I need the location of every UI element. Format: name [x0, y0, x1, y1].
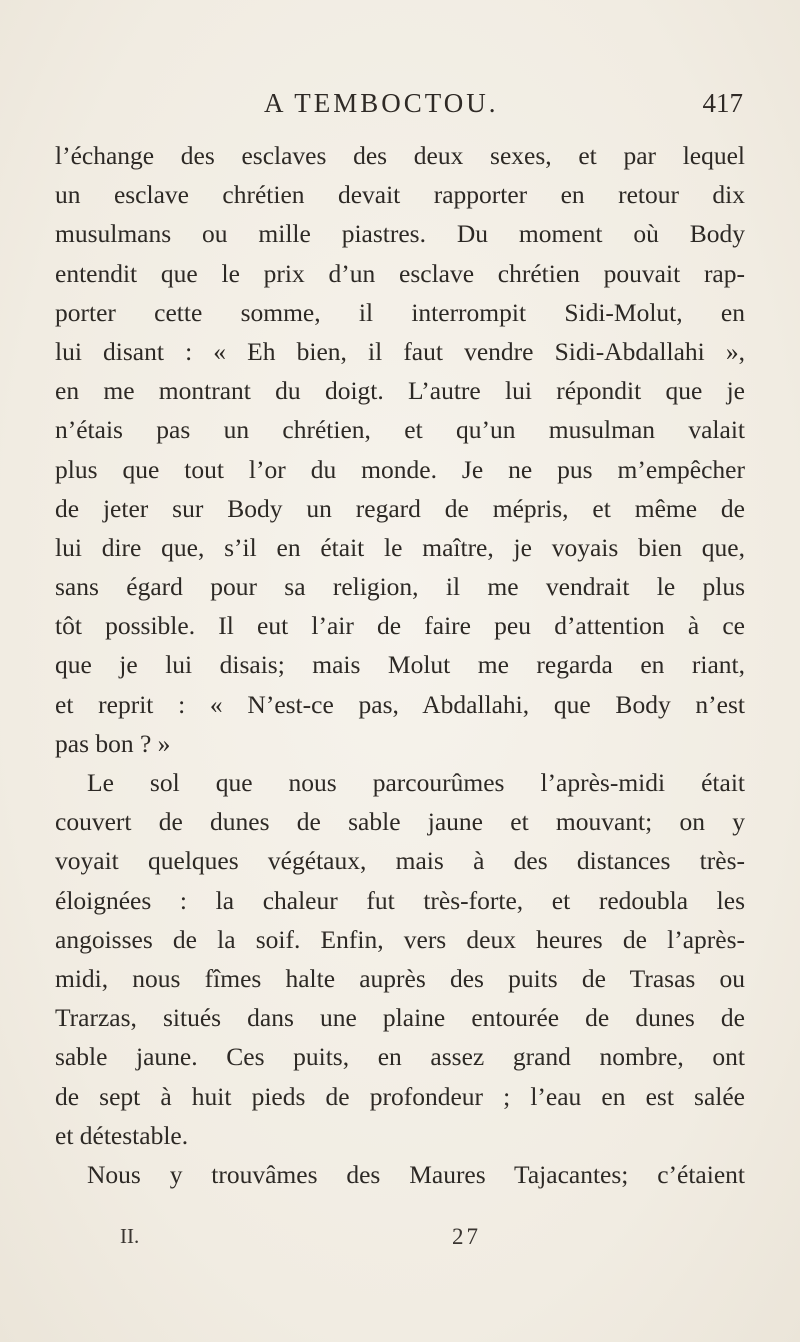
text-line: lui dire que, s’il en était le maître, je voyais bien que, [55, 532, 745, 562]
text-line: n’étais pas un chrétien, et qu’un musulman valait [55, 415, 745, 445]
text-line: porter cette somme, il interrompit Sidi-Molut, en [55, 297, 745, 327]
text-line: musulmans ou mille piastres. Du moment où Body [55, 219, 745, 249]
text-line: de sept à huit pieds de profondeur ; l’eau en est salée [55, 1081, 745, 1111]
text-line: un esclave chrétien devait rapporter en retour dix [55, 180, 745, 210]
volume-signature: II. [120, 1224, 140, 1248]
paragraph-end-line: pas bon ? » [55, 728, 171, 758]
text-line: angoisses de la soif. Enfin, vers deux heures de l’après- [55, 924, 745, 954]
paragraph-start-line: Nous y trouvâmes des Maures Tajacantes; c’étaient [87, 1159, 745, 1189]
paragraph-end-line: et détestable. [55, 1120, 189, 1150]
page-header [0, 88, 800, 128]
running-title: A TEMBOCTOU. [264, 88, 499, 118]
text-line: en me montrant du doigt. L’autre lui répondit que je [55, 376, 745, 406]
text-line: tôt possible. Il eut l’air de faire peu d’attention à ce [55, 611, 745, 641]
text-line: sans égard pour sa religion, il me vendrait le plus [55, 572, 745, 602]
text-line: entendit que le prix d’un esclave chrétien pouvait rap- [55, 258, 745, 288]
gathering-signature: 27 [452, 1224, 481, 1249]
text-line: sable jaune. Ces puits, en assez grand nombre, ont [55, 1042, 745, 1072]
text-line: que je lui disais; mais Molut me regarda en riant, [55, 650, 745, 680]
text-line: éloignées : la chaleur fut très-forte, et redoubla les [55, 885, 745, 915]
text-line: et reprit : « N’est-ce pas, Abdallahi, que Body n’est [55, 689, 745, 719]
text-line: l’échange des esclaves des deux sexes, et par lequel [55, 141, 745, 170]
text-line: lui disant : « Eh bien, il faut vendre Sidi-Abdallahi », [55, 336, 745, 366]
page-footer [0, 1224, 800, 1256]
text-line: midi, nous fîmes halte auprès des puits de Trasas ou [55, 963, 745, 993]
text-line: couvert de dunes de sable jaune et mouvant; on y [55, 807, 745, 837]
paragraph-start-line: Le sol que nous parcourûmes l’après-midi était [87, 768, 745, 797]
page-number: 417 [702, 88, 743, 118]
text-line: voyait quelques végétaux, mais à des distances très- [55, 846, 745, 876]
text-line: de jeter sur Body un regard de mépris, et même de [55, 493, 745, 523]
text-line: plus que tout l’or du monde. Je ne pus m’empêcher [55, 454, 745, 484]
body-text [55, 136, 745, 1194]
text-line: Trarzas, situés dans une plaine entourée de dunes de [55, 1003, 745, 1033]
